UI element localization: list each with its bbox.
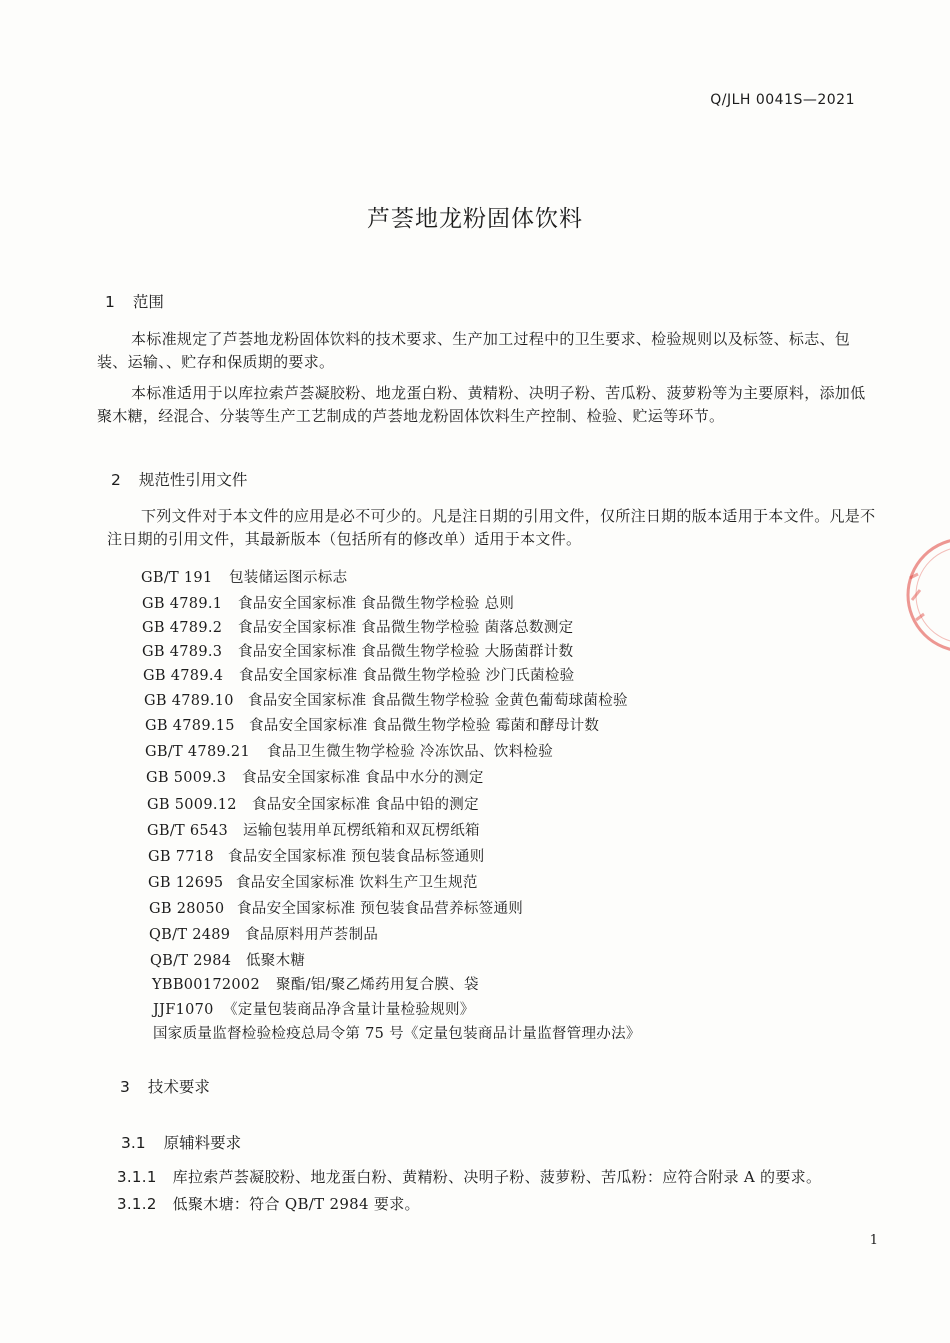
reference-name: 食品安全国家标准 预包装食品标签通则 <box>228 849 485 865</box>
reference-item <box>147 819 480 840</box>
clause-text: 库拉索芦荟凝胶粉、地龙蛋白粉、黄精粉、决明子粉、菠萝粉、苦瓜粉：应符合附录 A 的要求。 <box>172 1168 822 1186</box>
reference-name: 《定量包装商品净含量计量检验规则》 <box>223 1002 475 1018</box>
reference-name: 食品卫生微生物学检验 冷冻饮品、饮料检验 <box>267 744 554 760</box>
reference-item <box>142 616 573 637</box>
subsection-3-1-heading <box>121 1131 241 1153</box>
reference-name: 运输包装用单瓦楞纸箱和双瓦楞纸箱 <box>243 823 480 839</box>
document-title: 芦荟地龙粉固体饮料 <box>367 206 583 232</box>
reference-code: QB/T 2984 <box>150 953 232 969</box>
reference-item <box>147 793 479 814</box>
reference-name: 食品安全国家标准 食品微生物学检验 金黄色葡萄球菌检验 <box>248 693 628 709</box>
reference-code: GB/T 6543 <box>147 823 229 839</box>
section-2-heading <box>111 468 247 490</box>
reference-code: GB 12695 <box>148 875 224 891</box>
references-intro: 下列文件对于本文件的应用是必不可少的。凡是注日期的引用文件，仅所注日期的版本适用于本文件。凡是不注日期的引用文件，其最新版本（包括所有的修改单）适用于本文件。 <box>107 507 876 548</box>
reference-code: GB 4789.2 <box>142 620 223 636</box>
clause-3-1-2 <box>117 1193 420 1214</box>
clause-text: 低聚木塘：符合 QB/T 2984 要求。 <box>172 1195 420 1213</box>
reference-item <box>142 592 514 613</box>
section-title: 范围 <box>132 293 164 311</box>
section-title: 规范性引用文件 <box>138 471 248 489</box>
reference-item <box>144 689 628 710</box>
reference-code: GB 5009.12 <box>147 797 237 813</box>
red-seal-stamp <box>902 530 950 660</box>
reference-name: 《定量包装商品计量监督管理办法》 <box>403 1026 641 1042</box>
section-number: 1 <box>105 293 115 311</box>
reference-code: GB/T 4789.21 <box>145 744 250 760</box>
reference-name: 食品原料用芦荟制品 <box>245 927 379 943</box>
reference-name: 食品安全国家标准 食品中铅的测定 <box>252 797 479 813</box>
reference-code: JJF1070 <box>153 1002 214 1018</box>
reference-item <box>149 923 378 944</box>
reference-name: 聚酯/铝/聚乙烯药用复合膜、袋 <box>276 977 479 993</box>
reference-item <box>153 1022 641 1043</box>
reference-item <box>145 714 599 735</box>
reference-code: GB 4789.15 <box>145 718 235 734</box>
reference-name: 食品安全国家标准 食品中水分的测定 <box>242 770 484 786</box>
reference-name: 包装储运图示标志 <box>229 570 348 586</box>
reference-name: 食品安全国家标准 食品微生物学检验 沙门氏菌检验 <box>239 668 575 684</box>
reference-code: 国家质量监督检验检疫总局令第 75 号 <box>153 1026 404 1042</box>
reference-code: GB 28050 <box>149 901 225 917</box>
standard-code: Q/JLH 0041S—2021 <box>710 92 855 108</box>
reference-item <box>152 973 479 994</box>
clause-number: 3.1.2 <box>117 1195 157 1213</box>
clause-number: 3.1.1 <box>117 1168 157 1186</box>
section-number: 2 <box>111 471 121 489</box>
reference-item <box>142 640 573 661</box>
reference-name: 食品安全国家标准 食品微生物学检验 霉菌和酵母计数 <box>249 718 600 734</box>
reference-item <box>143 664 574 685</box>
reference-code: QB/T 2489 <box>149 927 231 943</box>
reference-code: GB 4789.3 <box>142 644 223 660</box>
reference-name: 低聚木糖 <box>246 953 306 969</box>
reference-name: 食品安全国家标准 预包装食品营养标签通则 <box>237 901 524 917</box>
reference-name: 食品安全国家标准 食品微生物学检验 总则 <box>238 596 515 612</box>
reference-code: GB/T 191 <box>141 570 213 586</box>
scope-paragraph-2: 本标准适用于以库拉索芦荟凝胶粉、地龙蛋白粉、黄精粉、决明子粉、苦瓜粉、菠萝粉等为主要原料，添加低聚木糖，经混合、分装等生产工艺制成的芦荟地龙粉固体饮料生产控制、检验、贮运等环节。 <box>97 384 866 425</box>
reference-code: GB 5009.3 <box>146 770 227 786</box>
subsection-number: 3.1 <box>121 1134 146 1152</box>
scope-paragraph-1: 本标准规定了芦荟地龙粉固体饮料的技术要求、生产加工过程中的卫生要求、检验规则以及标签、标志、包装、运输、、贮存和保质期的要求。 <box>97 330 851 371</box>
section-1-heading <box>105 290 164 312</box>
reference-item <box>148 871 478 892</box>
subsection-title: 原辅料要求 <box>163 1134 242 1152</box>
section-number: 3 <box>120 1078 130 1096</box>
reference-code: GB 4789.1 <box>142 596 223 612</box>
reference-item <box>148 845 485 866</box>
page-number: 1 <box>869 1233 878 1248</box>
reference-code: GB 4789.4 <box>143 668 224 684</box>
reference-item <box>149 897 523 918</box>
section-title: 技术要求 <box>147 1078 210 1096</box>
section-3-heading <box>120 1075 210 1097</box>
reference-code: YBB00172002 <box>152 977 260 993</box>
reference-name: 食品安全国家标准 饮料生产卫生规范 <box>236 875 478 891</box>
reference-item <box>146 766 484 787</box>
reference-item <box>145 740 553 761</box>
reference-item <box>141 566 347 587</box>
reference-name: 食品安全国家标准 食品微生物学检验 大肠菌群计数 <box>238 644 574 660</box>
reference-item <box>153 998 475 1019</box>
reference-code: GB 7718 <box>148 849 214 865</box>
reference-name: 食品安全国家标准 食品微生物学检验 菌落总数测定 <box>238 620 574 636</box>
clause-3-1-1 <box>117 1166 821 1187</box>
reference-item <box>150 949 305 970</box>
reference-code: GB 4789.10 <box>144 693 234 709</box>
